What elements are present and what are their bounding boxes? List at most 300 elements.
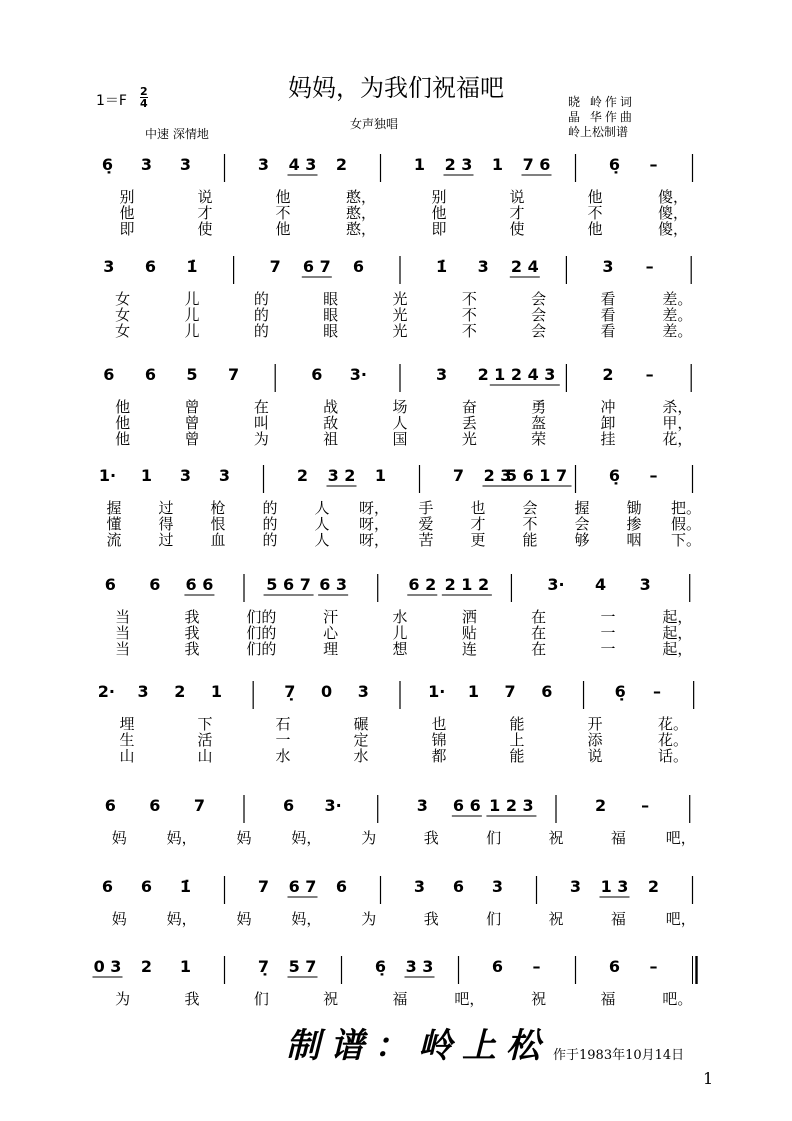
note: 2 1 2 (444, 575, 490, 594)
lyric-syllable: 才 (197, 204, 213, 222)
lyric-syllable: 锄 (626, 499, 642, 517)
lyric-syllable: 战 (323, 398, 339, 416)
lyric-syllable: 憨， (345, 188, 377, 206)
lyric-syllable: 妈 (236, 910, 252, 928)
score-system (99, 465, 701, 549)
note: 3 (257, 155, 270, 174)
lyric-syllable: 看 (600, 322, 616, 340)
lyric-syllable: 女 (115, 306, 131, 324)
lyric-syllable: 掺 (626, 515, 642, 533)
lyric-syllable: 汗 (323, 608, 339, 626)
song-title: 妈妈，为我们祝福吧 (288, 74, 504, 102)
note: 6̣ (374, 957, 387, 976)
note: 1 (179, 957, 192, 976)
lyric-syllable: 即 (431, 220, 447, 238)
note: 6̣ (614, 682, 626, 701)
lyric-syllable: 把。 (670, 499, 702, 517)
note: 3 (179, 466, 192, 485)
lyric-syllable: 握 (574, 499, 590, 517)
note: 7 (452, 466, 465, 485)
lyric-syllable: 福 (610, 910, 626, 928)
lyric-syllable: 憨， (345, 220, 377, 238)
lyric-syllable: 祝 (531, 990, 547, 1008)
note: 2 (296, 466, 309, 485)
lyric-syllable: 妈 (111, 829, 127, 847)
lyric-syllable: 说 (509, 188, 525, 206)
note: – (649, 155, 658, 174)
arranger-signature: 制谱：岭上松 (286, 1026, 550, 1066)
lyric-syllable: 为 (361, 910, 377, 928)
lyric-syllable: 锦 (431, 731, 447, 749)
note: 2 (602, 365, 614, 384)
lyric-syllable: 苦 (418, 531, 434, 549)
lyric-syllable: 埋 (119, 715, 135, 733)
time-signature-top: 2 (140, 85, 148, 98)
lyric-syllable: 活 (197, 731, 213, 749)
lyric-syllable: 会 (531, 290, 547, 308)
note: 3 (416, 796, 428, 815)
lyric-syllable: 祖 (323, 430, 339, 448)
score-system (103, 364, 692, 448)
note: 6 (149, 796, 161, 815)
lyric-syllable: 花。 (657, 731, 689, 749)
note: 3 (103, 257, 115, 276)
note: 1 2 4 3 (494, 365, 556, 384)
note: 4 3 (288, 155, 317, 174)
note: 2 3 (483, 466, 512, 485)
lyric-syllable: 曾 (184, 398, 200, 416)
page-number: 1 (703, 1069, 714, 1088)
note: 4 (595, 575, 607, 594)
note: 3· (324, 796, 342, 815)
note: 6 (144, 257, 156, 276)
lyric-syllable: 石 (275, 715, 291, 733)
note: 6̣ (608, 155, 621, 174)
lyric-syllable: 人 (314, 499, 330, 517)
lyric-syllable: 当 (115, 624, 131, 642)
lyric-syllable: 能 (522, 531, 538, 549)
lyric-syllable: 眼 (323, 322, 339, 340)
lyric-syllable: 更 (470, 531, 486, 549)
lyric-syllable: 过 (158, 531, 174, 549)
lyric-syllable: 心 (323, 624, 339, 642)
note: 2 (647, 877, 660, 896)
time-signature-bottom: 4 (140, 97, 148, 110)
note: 3· (349, 365, 368, 384)
lyric-syllable: 使 (509, 220, 525, 238)
note: 2 3 (444, 155, 473, 174)
note: 6 (140, 877, 153, 896)
note: 3 (179, 155, 192, 174)
lyric-syllable: 洒 (461, 608, 477, 626)
lyric-syllable: 光 (392, 322, 408, 340)
note: 1 (491, 155, 504, 174)
note: 3 (477, 257, 489, 276)
note: 6̣ (101, 155, 114, 174)
lyric-syllable: 山 (197, 747, 213, 765)
score-system (98, 681, 694, 765)
note: 1̇ (436, 257, 448, 276)
lyric-syllable: 才 (470, 515, 486, 533)
score-system (102, 876, 696, 928)
lyric-syllable: 一 (600, 624, 616, 642)
key-signature: 1＝F (96, 93, 127, 109)
lyric-syllable: 们 (486, 910, 502, 928)
note: 2 4 (510, 257, 539, 276)
lyric-syllable: 的 (262, 515, 278, 533)
lyric-syllable: 差。 (662, 290, 693, 308)
lyric-syllable: 使 (197, 220, 213, 238)
lyric-syllable: 眼 (323, 290, 339, 308)
lyric-syllable: 也 (470, 499, 486, 517)
note: 2 (335, 155, 348, 174)
note: 3 (413, 877, 426, 896)
lyric-syllable: 碾 (353, 715, 369, 733)
lyric-syllable: 在 (531, 640, 547, 658)
lyric-syllable: 他 (587, 220, 603, 238)
lyric-syllable: 爱 (418, 515, 434, 533)
lyric-syllable: 当 (115, 640, 131, 658)
note: 0 3 (93, 957, 122, 976)
lyric-syllable: 都 (431, 747, 447, 765)
lyric-syllable: 我 (423, 910, 439, 928)
lyric-syllable: 不 (461, 306, 477, 324)
note: 1 (140, 466, 153, 485)
note: 6 (144, 365, 156, 384)
note: 3 (218, 466, 231, 485)
note: 5 7 (288, 957, 317, 976)
lyric-syllable: 能 (509, 715, 525, 733)
note: 1· (428, 682, 446, 701)
lyric-syllable: 添 (587, 731, 603, 749)
note: 6̣ (608, 466, 621, 485)
lyric-syllable: 水 (275, 747, 291, 765)
note: 6 (491, 957, 504, 976)
lyric-syllable: 想 (392, 640, 408, 658)
note: – (641, 796, 650, 815)
lyric-syllable: 曾 (184, 414, 200, 432)
lyric-syllable: 祝 (323, 990, 339, 1008)
note: 6 (608, 957, 621, 976)
lyric-syllable: 国 (392, 430, 408, 448)
lyric-syllable: 呀， (358, 499, 390, 517)
lyric-syllable: 一 (600, 640, 616, 658)
lyric-syllable: 恨 (210, 515, 226, 533)
note: 7 (228, 365, 240, 384)
lyric-syllable: 流 (106, 531, 122, 549)
lyric-syllable: 一 (275, 731, 291, 749)
lyric-syllable: 敌 (323, 414, 339, 432)
lyric-syllable: 妈 (111, 910, 127, 928)
lyric-syllable: 会 (531, 322, 547, 340)
lyric-syllable: 下。 (670, 531, 702, 549)
note: 6 2 (408, 575, 437, 594)
lyric-syllable: 光 (392, 290, 408, 308)
lyric-syllable: 即 (119, 220, 135, 238)
note: 3 (140, 155, 153, 174)
note: 6 (541, 682, 553, 701)
lyric-syllable: 起， (662, 624, 693, 642)
lyric-syllable: 妈， (166, 910, 197, 928)
composed-date: 作于1983年10月14日 (553, 1048, 685, 1063)
note: 1· (98, 466, 117, 485)
lyric-syllable: 差。 (662, 306, 693, 324)
lyric-syllable: 能 (509, 747, 525, 765)
note: 7 (193, 796, 205, 815)
note: 1 (374, 466, 387, 485)
note: 1̇ (179, 877, 192, 896)
lyric-syllable: 他 (431, 204, 447, 222)
lyric-syllable: 祝 (548, 829, 564, 847)
lyric-syllable: 血 (210, 531, 226, 549)
score-system (105, 574, 693, 658)
note: – (645, 365, 654, 384)
lyric-syllable: 为 (361, 829, 377, 847)
lyric-syllable: 的 (253, 322, 269, 340)
lyric-syllable: 我 (184, 608, 200, 626)
lyric-syllable: 女 (115, 290, 131, 308)
lyric-syllable: 他 (275, 188, 291, 206)
lyric-syllable: 过 (158, 499, 174, 517)
lyric-syllable: 上 (509, 731, 525, 749)
note: 0 (321, 682, 333, 701)
score-system (103, 256, 692, 340)
note: 6 (101, 877, 114, 896)
performance-type: 女声独唱 (350, 117, 399, 131)
lyric-syllable: 连 (461, 640, 477, 658)
lyric-syllable: 傻， (657, 188, 689, 206)
lyric-syllable: 呀， (358, 515, 390, 533)
lyric-syllable: 光 (461, 430, 477, 448)
arranger-credit: 岭上松制谱 (568, 125, 629, 139)
lyric-syllable: 福 (392, 990, 408, 1008)
lyric-syllable: 我 (184, 640, 200, 658)
lyric-syllable: 甲， (662, 414, 693, 432)
lyric-syllable: 够 (574, 531, 590, 549)
lyric-syllable: 咽 (626, 531, 642, 549)
lyric-syllable: 不 (461, 290, 477, 308)
composer-credit: 晶 华作曲 (568, 110, 635, 124)
lyric-syllable: 不 (587, 204, 603, 222)
lyric-syllable: 为 (115, 990, 131, 1008)
lyric-syllable: 一 (600, 608, 616, 626)
score-system (105, 795, 696, 847)
note: 6 3 (319, 575, 348, 594)
note: 1 (467, 682, 479, 701)
lyric-syllable: 他 (115, 430, 131, 448)
note: 2· (97, 682, 115, 701)
note: 5 6 1 7 (505, 466, 568, 485)
lyric-syllable: 得 (158, 515, 174, 533)
lyric-syllable: 勇 (531, 398, 547, 416)
lyric-syllable: 花， (662, 430, 693, 448)
lyric-syllable: 们的 (246, 608, 277, 626)
lyric-syllable: 话。 (657, 747, 689, 765)
note: 1 (210, 682, 223, 701)
lyric-syllable: 不 (275, 204, 291, 222)
lyric-syllable: 定 (353, 731, 369, 749)
note: 2 (595, 796, 607, 815)
lyric-syllable: 妈， (291, 829, 322, 847)
lyric-syllable: 握 (106, 499, 122, 517)
lyric-syllable: 荣 (531, 430, 547, 448)
score-system (93, 956, 697, 1008)
lyric-syllable: 儿 (184, 306, 200, 324)
lyric-syllable: 才 (509, 204, 525, 222)
lyric-syllable: 福 (610, 829, 626, 847)
lyric-syllable: 眼 (323, 306, 339, 324)
lyric-syllable: 人 (392, 414, 408, 432)
lyric-syllable: 妈， (291, 910, 322, 928)
note: 6 (104, 575, 116, 594)
note: 6 (104, 796, 116, 815)
lyric-syllable: 假。 (670, 515, 702, 533)
lyric-syllable: 他 (275, 220, 291, 238)
lyric-syllable: 呀， (358, 531, 390, 549)
note: 3 (639, 575, 651, 594)
lyric-syllable: 会 (531, 306, 547, 324)
lyric-syllable: 吧， (665, 829, 696, 847)
lyric-syllable: 懂 (106, 515, 122, 533)
note: 1 3 (600, 877, 629, 896)
lyric-syllable: 儿 (184, 290, 200, 308)
note: 6 (352, 257, 364, 276)
note: 6 (149, 575, 161, 594)
lyric-syllable: 在 (531, 608, 547, 626)
lyric-syllable: 曾 (184, 430, 200, 448)
note: 3 (569, 877, 582, 896)
lyric-syllable: 祝 (548, 910, 564, 928)
lyric-syllable: 别 (119, 188, 135, 206)
note: 6 (335, 877, 348, 896)
lyric-syllable: 他 (115, 414, 131, 432)
note: 6 7 (288, 877, 317, 896)
lyric-syllable: 我 (423, 829, 439, 847)
note: 6 6 (452, 796, 481, 815)
lyric-syllable: 枪 (210, 499, 226, 517)
note: 1̇ (186, 257, 198, 276)
lyric-syllable: 在 (531, 624, 547, 642)
note: 2 (174, 682, 186, 701)
lyric-syllable: 人 (314, 531, 330, 549)
lyric-syllable: 差。 (662, 322, 693, 340)
lyric-syllable: 在 (253, 398, 269, 416)
lyric-syllable: 他 (587, 188, 603, 206)
lyricist-credit: 晓 岭作词 (568, 95, 635, 109)
lyric-syllable: 水 (392, 608, 408, 626)
lyric-syllable: 们 (253, 990, 269, 1008)
lyric-syllable: 们 (486, 829, 502, 847)
lyric-syllable: 奋 (461, 398, 477, 416)
note: 2 (140, 957, 153, 976)
note: 7 (504, 682, 516, 701)
lyric-syllable: 人 (314, 515, 330, 533)
lyric-syllable: 不 (522, 515, 538, 533)
lyric-syllable: 妈 (236, 829, 252, 847)
score-system (102, 154, 693, 238)
note: 5 (186, 365, 198, 384)
note: 7̣ (284, 682, 296, 701)
lyric-syllable: 吧， (665, 910, 696, 928)
note: – (532, 957, 541, 976)
note: – (645, 257, 654, 276)
lyric-syllable: 憨， (345, 204, 377, 222)
lyric-syllable: 卸 (600, 414, 616, 432)
lyric-syllable: 会 (522, 499, 538, 517)
note: 6 (103, 365, 115, 384)
lyric-syllable: 下 (197, 715, 213, 733)
lyric-syllable: 也 (431, 715, 447, 733)
lyric-syllable: 当 (115, 608, 131, 626)
lyric-syllable: 丢 (461, 414, 477, 432)
note: 3 2 (327, 466, 356, 485)
lyric-syllable: 山 (119, 747, 135, 765)
lyric-syllable: 挂 (600, 430, 616, 448)
note: 1 (413, 155, 426, 174)
lyric-syllable: 贴 (461, 624, 477, 642)
lyric-syllable: 叫 (253, 414, 269, 432)
lyric-syllable: 福 (600, 990, 616, 1008)
note: 7 (257, 877, 270, 896)
note: 3 (491, 877, 504, 896)
note: – (649, 957, 658, 976)
note: 1 2 3 (489, 796, 534, 815)
lyric-syllable: 的 (262, 531, 278, 549)
lyric-syllable: 说 (587, 747, 603, 765)
lyric-syllable: 的 (253, 290, 269, 308)
lyric-syllable: 盔 (531, 414, 547, 432)
note: 6 7 (302, 257, 331, 276)
lyric-syllable: 起， (662, 608, 693, 626)
lyric-syllable: 他 (115, 398, 131, 416)
note: 6 (283, 796, 295, 815)
lyric-syllable: 吧， (454, 990, 485, 1008)
note: 7 6 (522, 155, 551, 174)
lyric-syllable: 儿 (392, 624, 408, 642)
lyric-syllable: 为 (253, 430, 269, 448)
lyric-syllable: 水 (353, 747, 369, 765)
lyric-syllable: 的 (253, 306, 269, 324)
note: 6 (311, 365, 323, 384)
lyric-syllable: 生 (119, 731, 135, 749)
lyric-syllable: 开 (587, 715, 603, 733)
lyric-syllable: 花。 (657, 715, 689, 733)
note: 5 6 7 (266, 575, 311, 594)
note: 6 6 (185, 575, 214, 594)
lyric-syllable: 冲 (600, 398, 616, 416)
lyric-syllable: 手 (418, 499, 434, 517)
lyric-syllable: 说 (197, 188, 213, 206)
tempo-marking: 中速 深情地 (145, 127, 209, 141)
lyric-syllable: 别 (431, 188, 447, 206)
lyric-syllable: 不 (461, 322, 477, 340)
lyric-syllable: 妈， (166, 829, 197, 847)
lyric-syllable: 们的 (246, 624, 277, 642)
lyric-syllable: 他 (119, 204, 135, 222)
lyric-syllable: 我 (184, 990, 200, 1008)
lyric-syllable: 看 (600, 306, 616, 324)
lyric-syllable: 看 (600, 290, 616, 308)
note: 2 (477, 365, 489, 384)
note: 3 (137, 682, 149, 701)
lyric-syllable: 杀， (662, 398, 693, 416)
lyric-syllable: 光 (392, 306, 408, 324)
note: – (652, 682, 661, 701)
note: 7̣ (257, 957, 270, 976)
lyric-syllable: 起， (662, 640, 693, 658)
note: 3 3 (405, 957, 434, 976)
note: 3· (547, 575, 565, 594)
